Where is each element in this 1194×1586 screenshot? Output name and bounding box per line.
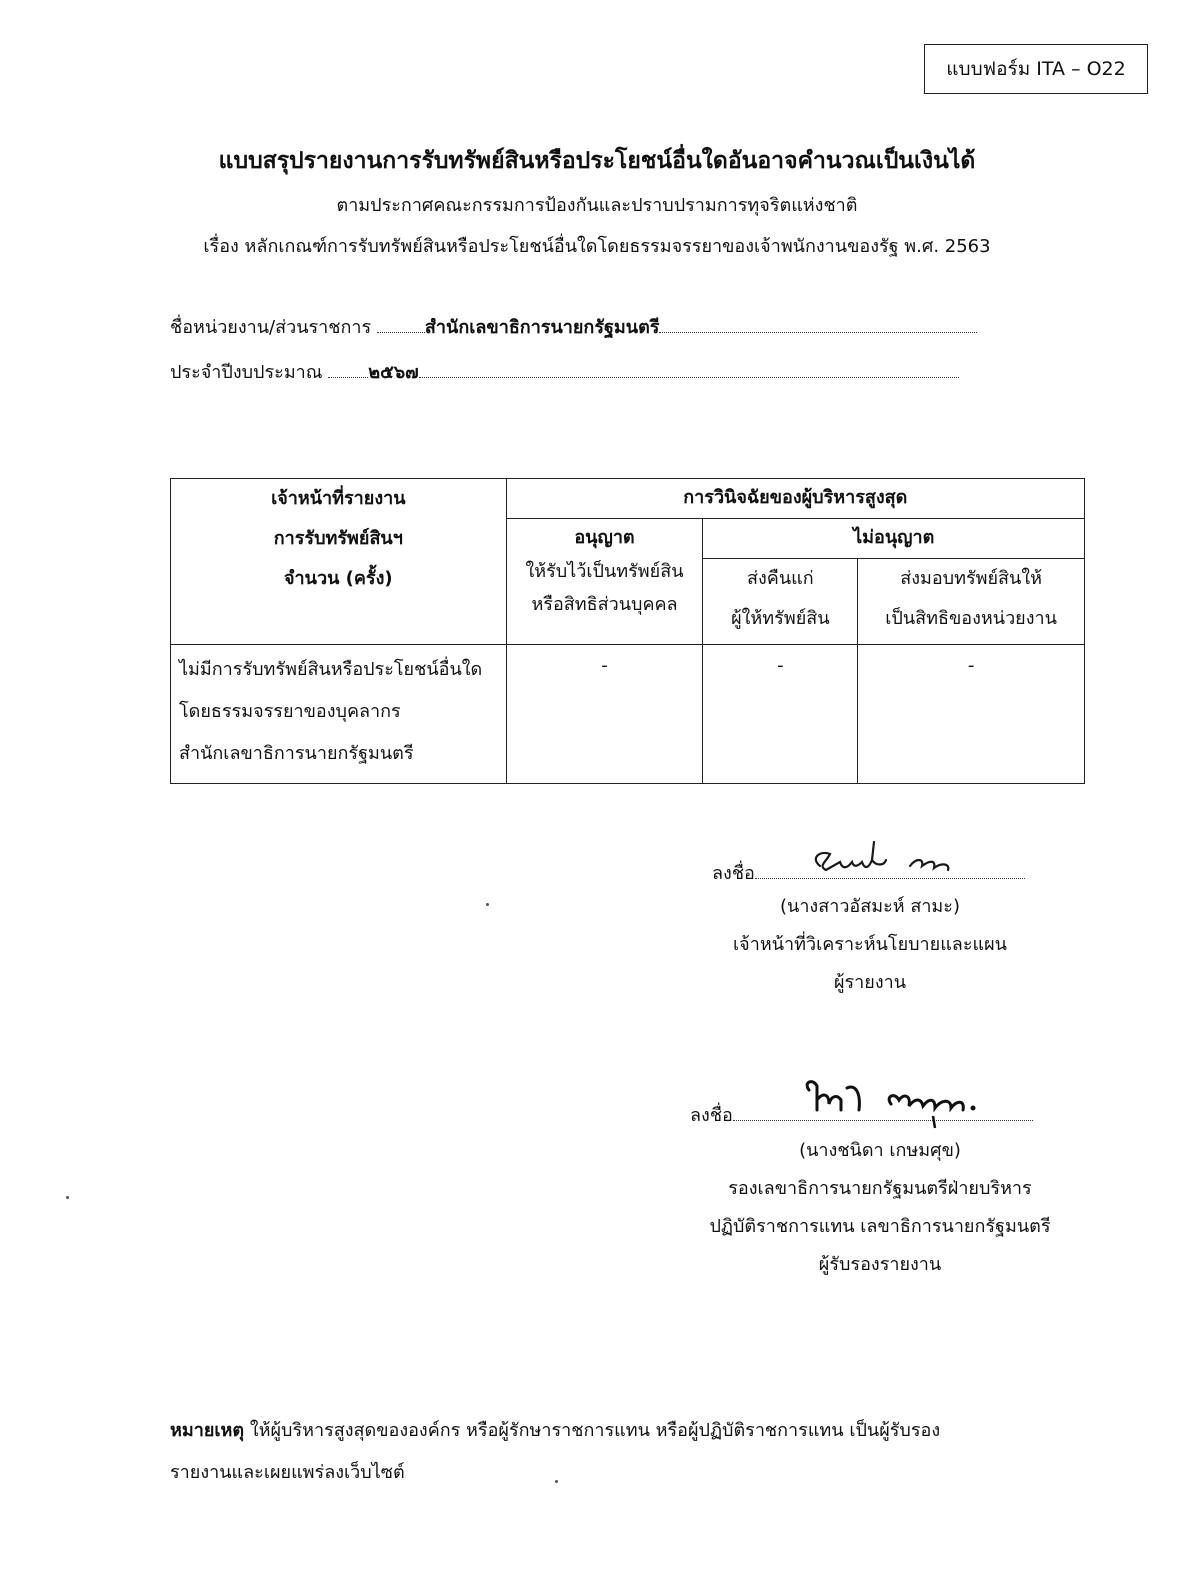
note-text-1: ให้ผู้บริหารสูงสุดขององค์กร หรือผู้รักษาราชการแทน หรือผู้ปฏิบัติราชการแทน เป็นผู้รับรอง [249,1420,941,1441]
sign-label: ลงชื่อ [690,1105,733,1126]
signature-block-2 [680,1132,1080,1284]
transfer-header: ส่งมอบทรัพย์สินให้ เป็นสิทธิของหน่วยงาน [858,559,1085,645]
form-code: แบบฟอร์ม ITA – O22 [946,58,1126,80]
signer-name-1: (นางสาวอัสมะห์ สามะ) [780,896,960,917]
signature-block-1 [720,888,1020,1002]
signer-position-2: รองเลขาธิการนายกรัฐมนตรีฝ่ายบริหาร [728,1178,1032,1199]
handwritten-signature-1 [800,836,980,884]
fiscal-year-label: ประจำปีงบประมาณ [170,362,323,383]
agency-field [170,312,977,341]
signer-role-1: ผู้รายงาน [833,972,907,993]
decision-table [170,478,1085,784]
row-return: - [703,645,858,784]
handwritten-signature-2 [795,1070,995,1130]
row-allow: - [506,645,703,784]
scan-speck [486,903,489,906]
document-subtitle-1: ตามประกาศคณะกรรมการป้องกันและปราบปรามการทุจริตแห่งชาติ [336,195,858,216]
dotted-line [328,361,368,378]
signer-role-2: ผู้รับรองรายงาน [818,1254,942,1275]
decision-header: การวินิจฉัยของผู้บริหารสูงสุด [506,479,1084,519]
signer-position-1: เจ้าหน้าที่วิเคราะห์นโยบายและแผน [733,934,1007,955]
deny-header: ไม่อนุญาต [703,519,1085,559]
signer-name-2: (นางชนิดา เกษมศุข) [799,1140,961,1161]
dotted-line [419,361,959,378]
table-header-row [171,479,1085,519]
signer-position-2b: ปฏิบัติราชการแทน เลขาธิการนายกรัฐมนตรี [709,1216,1051,1237]
reporter-header: เจ้าหน้าที่รายงาน การรับทรัพย์สินฯ จำนวน (ครั้ง) [171,479,507,645]
agency-value: สำนักเลขาธิการนายกรัฐมนตรี [424,317,660,338]
row-description: ไม่มีการรับทรัพย์สินหรือประโยชน์อื่นใด โดยธรรมจรรยาของบุคลากร สำนักเลขาธิการนายกรัฐมนตรี [171,645,507,784]
fiscal-year-field [170,357,959,386]
dotted-line [659,316,977,333]
sign-label: ลงชื่อ [712,863,755,884]
return-header: ส่งคืนแก่ ผู้ให้ทรัพย์สิน [703,559,858,645]
scan-speck [66,1196,69,1199]
form-code-box [924,44,1148,94]
table-row [171,645,1085,784]
allow-header: อนุญาต ให้รับไว้เป็นทรัพย์สิน หรือสิทธิส่วนบุคคล [506,519,703,645]
agency-label: ชื่อหน่วยงาน/ส่วนราชการ [170,317,372,338]
document-subtitle-2: เรื่อง หลักเกณฑ์การรับทรัพย์สินหรือประโยชน์อื่นใดโดยธรรมจรรยาของเจ้าพนักงานของรัฐ พ.ศ. 2563 [203,236,991,257]
footnote [170,1410,1090,1494]
document-title: แบบสรุปรายงานการรับทรัพย์สินหรือประโยชน์อื่นใดอันอาจคำนวณเป็นเงินได้ [218,148,976,174]
dotted-line [377,316,425,333]
note-label: หมายเหตุ [170,1420,245,1441]
scan-speck [555,1480,558,1483]
row-transfer: - [858,645,1085,784]
fiscal-year-value: ๒๕๖๗ [368,362,419,383]
note-text-2: รายงานและเผยแพร่ลงเว็บไซต์ [170,1462,405,1483]
